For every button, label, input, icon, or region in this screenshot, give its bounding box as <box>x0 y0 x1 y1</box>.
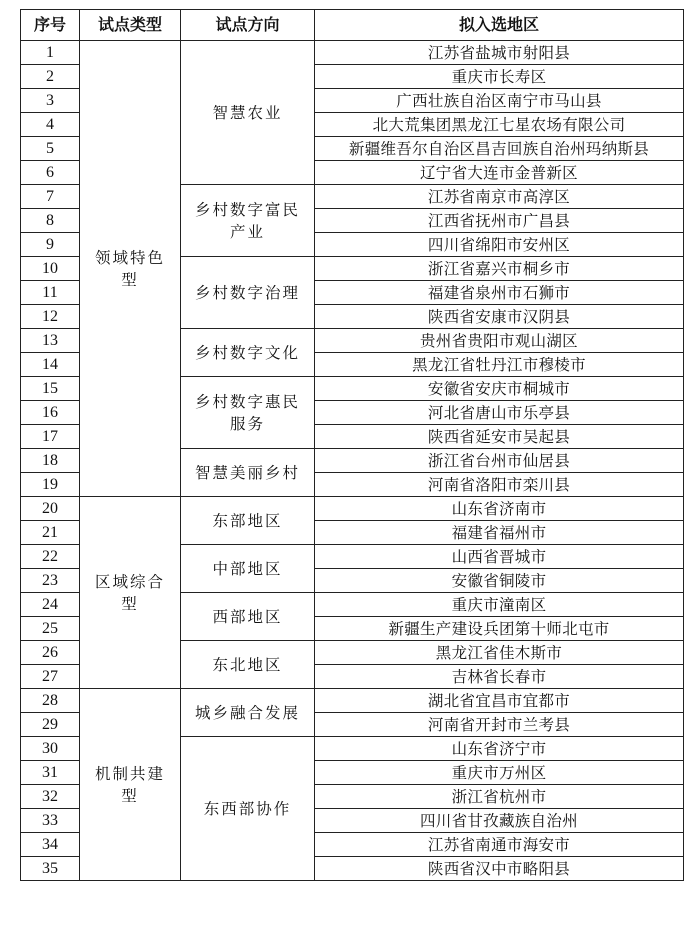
region-cell: 江苏省南通市海安市 <box>315 833 684 857</box>
serial-number-cell: 23 <box>21 569 80 593</box>
pilot-direction-label: 乡村数字治理 <box>194 283 300 302</box>
pilot-direction-label: 乡村数字文化 <box>194 343 300 362</box>
region-cell: 黑龙江省牡丹江市穆棱市 <box>315 353 684 377</box>
table-row <box>21 497 684 521</box>
serial-number-cell: 6 <box>21 161 80 185</box>
pilot-direction-label: 智慧农业 <box>212 103 283 122</box>
header-row <box>21 10 684 41</box>
region-cell: 四川省绵阳市安州区 <box>315 233 684 257</box>
region-cell: 江苏省南京市高淳区 <box>315 185 684 209</box>
region-cell: 安徽省安庆市桐城市 <box>315 377 684 401</box>
region-cell: 贵州省贵阳市观山湖区 <box>315 329 684 353</box>
serial-number-cell: 11 <box>21 281 80 305</box>
serial-number-cell: 32 <box>21 785 80 809</box>
serial-number-cell: 33 <box>21 809 80 833</box>
header-pilot-direction: 试点方向 <box>181 10 315 41</box>
pilot-direction-label: 城乡融合发展 <box>194 703 300 722</box>
pilot-type-cell <box>80 41 181 497</box>
serial-number-cell: 2 <box>21 65 80 89</box>
pilot-type-label: 区域综合型 <box>94 572 165 613</box>
pilot-direction-cell <box>181 497 315 545</box>
serial-number-cell: 34 <box>21 833 80 857</box>
serial-number-cell: 12 <box>21 305 80 329</box>
header-proposed-region: 拟入选地区 <box>315 10 684 41</box>
serial-number-cell: 18 <box>21 449 80 473</box>
pilot-direction-cell <box>181 689 315 737</box>
pilot-direction-label: 东西部协作 <box>203 799 292 818</box>
region-cell: 新疆维吾尔自治区昌吉回族自治州玛纳斯县 <box>315 137 684 161</box>
serial-number-cell: 31 <box>21 761 80 785</box>
region-cell: 安徽省铜陵市 <box>315 569 684 593</box>
serial-number-cell: 7 <box>21 185 80 209</box>
serial-number-cell: 10 <box>21 257 80 281</box>
region-cell: 重庆市长寿区 <box>315 65 684 89</box>
table-row <box>21 41 684 65</box>
region-cell: 河北省唐山市乐亭县 <box>315 401 684 425</box>
serial-number-cell: 13 <box>21 329 80 353</box>
serial-number-cell: 21 <box>21 521 80 545</box>
region-cell: 重庆市万州区 <box>315 761 684 785</box>
region-cell: 江苏省盐城市射阳县 <box>315 41 684 65</box>
region-cell: 福建省泉州市石狮市 <box>315 281 684 305</box>
pilot-region-table <box>20 9 684 881</box>
serial-number-cell: 4 <box>21 113 80 137</box>
serial-number-cell: 29 <box>21 713 80 737</box>
table-row <box>21 689 684 713</box>
region-cell: 浙江省杭州市 <box>315 785 684 809</box>
serial-number-cell: 22 <box>21 545 80 569</box>
header-serial-number: 序号 <box>21 10 80 41</box>
table-body <box>21 41 684 881</box>
pilot-direction-label: 乡村数字富民产业 <box>194 200 300 241</box>
region-cell: 辽宁省大连市金普新区 <box>315 161 684 185</box>
region-cell: 陕西省延安市吴起县 <box>315 425 684 449</box>
serial-number-cell: 3 <box>21 89 80 113</box>
serial-number-cell: 8 <box>21 209 80 233</box>
serial-number-cell: 24 <box>21 593 80 617</box>
serial-number-cell: 28 <box>21 689 80 713</box>
pilot-direction-label: 西部地区 <box>212 607 283 626</box>
region-cell: 浙江省嘉兴市桐乡市 <box>315 257 684 281</box>
serial-number-cell: 20 <box>21 497 80 521</box>
pilot-type-cell <box>80 689 181 881</box>
pilot-direction-cell <box>181 593 315 641</box>
serial-number-cell: 16 <box>21 401 80 425</box>
serial-number-cell: 17 <box>21 425 80 449</box>
region-cell: 浙江省台州市仙居县 <box>315 449 684 473</box>
pilot-direction-label: 东部地区 <box>212 511 283 530</box>
serial-number-cell: 30 <box>21 737 80 761</box>
region-cell: 山西省晋城市 <box>315 545 684 569</box>
serial-number-cell: 19 <box>21 473 80 497</box>
region-cell: 河南省开封市兰考县 <box>315 713 684 737</box>
region-cell: 河南省洛阳市栾川县 <box>315 473 684 497</box>
pilot-direction-cell <box>181 329 315 377</box>
pilot-direction-cell <box>181 377 315 449</box>
pilot-direction-cell <box>181 641 315 689</box>
serial-number-cell: 26 <box>21 641 80 665</box>
serial-number-cell: 5 <box>21 137 80 161</box>
pilot-direction-label: 智慧美丽乡村 <box>194 463 300 482</box>
pilot-direction-label: 中部地区 <box>212 559 283 578</box>
region-cell: 山东省济宁市 <box>315 737 684 761</box>
pilot-direction-cell <box>181 185 315 257</box>
serial-number-cell: 35 <box>21 857 80 881</box>
region-cell: 四川省甘孜藏族自治州 <box>315 809 684 833</box>
region-cell: 广西壮族自治区南宁市马山县 <box>315 89 684 113</box>
pilot-direction-cell <box>181 41 315 185</box>
serial-number-cell: 15 <box>21 377 80 401</box>
serial-number-cell: 14 <box>21 353 80 377</box>
pilot-direction-cell <box>181 257 315 329</box>
region-cell: 新疆生产建设兵团第十师北屯市 <box>315 617 684 641</box>
serial-number-cell: 1 <box>21 41 80 65</box>
pilot-direction-cell <box>181 449 315 497</box>
region-cell: 北大荒集团黑龙江七星农场有限公司 <box>315 113 684 137</box>
region-cell: 江西省抚州市广昌县 <box>315 209 684 233</box>
serial-number-cell: 9 <box>21 233 80 257</box>
region-cell: 重庆市潼南区 <box>315 593 684 617</box>
serial-number-cell: 27 <box>21 665 80 689</box>
region-cell: 黑龙江省佳木斯市 <box>315 641 684 665</box>
serial-number-cell: 25 <box>21 617 80 641</box>
pilot-type-cell <box>80 497 181 689</box>
region-cell: 山东省济南市 <box>315 497 684 521</box>
pilot-type-label: 领域特色型 <box>94 248 165 289</box>
region-cell: 陕西省汉中市略阳县 <box>315 857 684 881</box>
pilot-direction-label: 东北地区 <box>212 655 283 674</box>
header-pilot-type: 试点类型 <box>80 10 181 41</box>
region-cell: 湖北省宜昌市宜都市 <box>315 689 684 713</box>
pilot-type-label: 机制共建型 <box>94 764 165 805</box>
region-cell: 陕西省安康市汉阴县 <box>315 305 684 329</box>
pilot-direction-cell <box>181 545 315 593</box>
region-cell: 吉林省长春市 <box>315 665 684 689</box>
pilot-direction-label: 乡村数字惠民服务 <box>194 392 300 433</box>
region-cell: 福建省福州市 <box>315 521 684 545</box>
pilot-direction-cell <box>181 737 315 881</box>
